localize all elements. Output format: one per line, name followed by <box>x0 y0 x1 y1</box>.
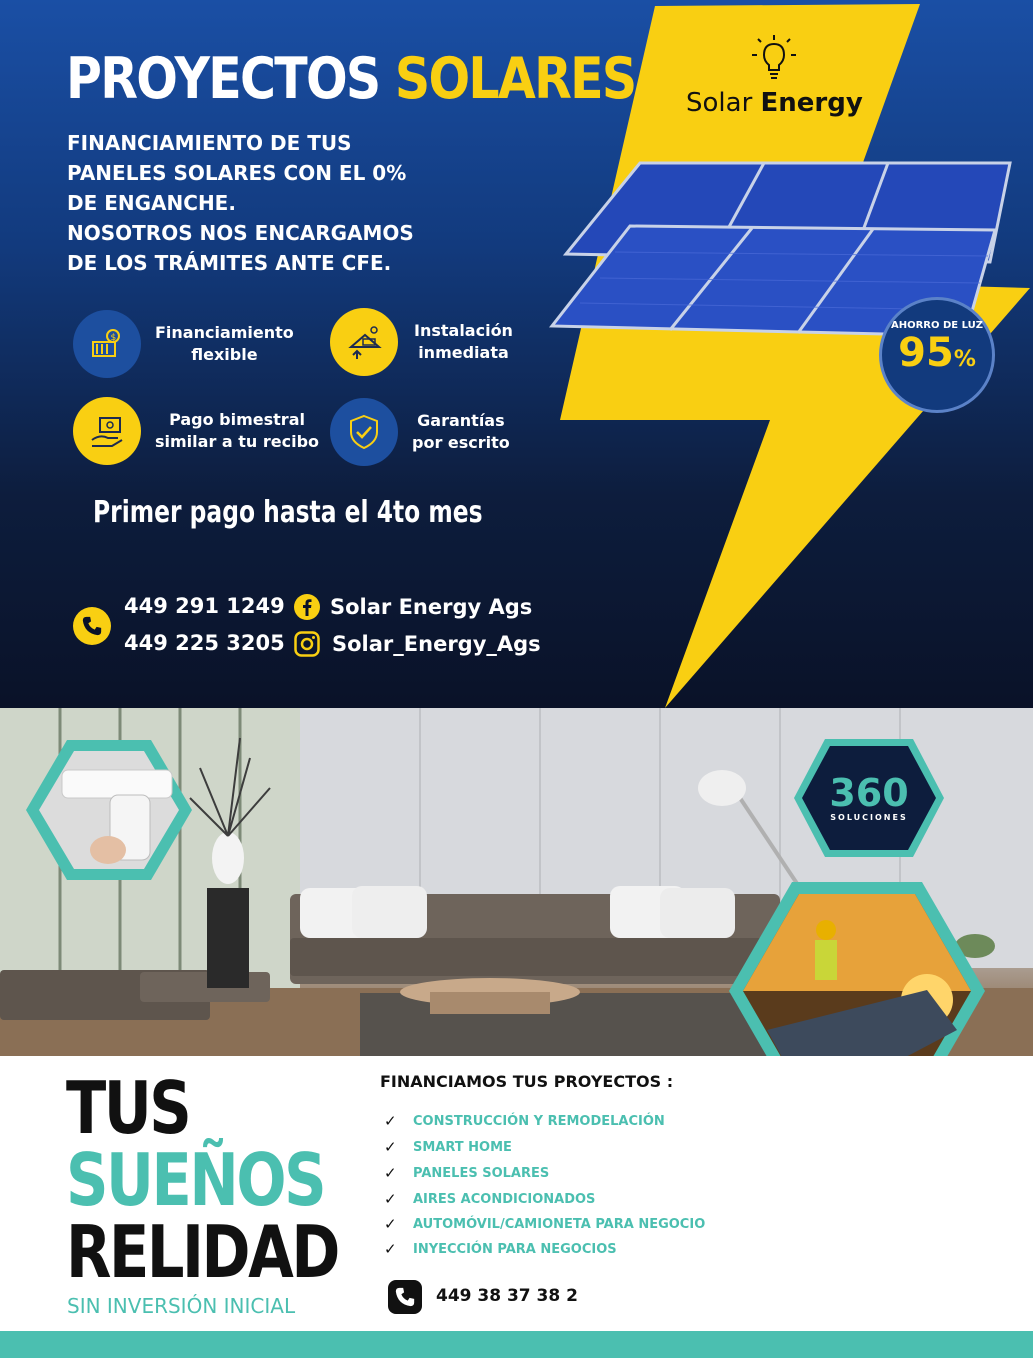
air-conditioner-hexagon <box>22 735 196 885</box>
money-icon <box>73 310 141 378</box>
list-item-label: AUTOMÓVIL/CAMIONETA PARA NEGOCIO <box>413 1216 706 1232</box>
slogan-subtitle: SIN INVERSIÓN INICIAL <box>67 1294 296 1318</box>
check-icon: ✓ <box>384 1240 397 1258</box>
check-icon: ✓ <box>384 1138 397 1156</box>
phone-icon <box>388 1280 422 1314</box>
check-icon: ✓ <box>384 1112 397 1130</box>
logo-text: Solar Energy <box>686 88 863 118</box>
page-title <box>66 46 636 112</box>
check-icon: ✓ <box>384 1215 397 1233</box>
list-item-label: CONSTRUCCIÓN Y REMODELACIÓN <box>413 1113 665 1129</box>
slogan-line-3: RELIDAD <box>66 1210 338 1294</box>
slogan-line-2: SUEÑOS <box>66 1138 325 1222</box>
intro-line: FINANCIAMIENTO DE TUS <box>67 131 352 155</box>
badge-value: 95% <box>898 330 976 376</box>
badge-label: AHORRO DE LUZ <box>891 320 983 331</box>
feature-installation <box>330 308 513 376</box>
title-yellow: SOLARES <box>394 46 636 112</box>
hex-360-number: 360 <box>829 771 909 815</box>
facebook-handle[interactable]: Solar Energy Ags <box>330 595 533 619</box>
instagram-handle[interactable]: Solar_Energy_Ags <box>332 632 541 656</box>
feature-financing <box>73 310 294 378</box>
feature-label: Financiamiento flexible <box>155 323 294 364</box>
feature-payment <box>73 397 319 465</box>
slogan-line-1: TUS <box>66 1066 190 1150</box>
list-item-label: PANELES SOLARES <box>413 1165 550 1181</box>
feature-label: Garantías por escrito <box>412 411 510 452</box>
list-item <box>384 1215 705 1233</box>
financing-phone[interactable]: 449 38 37 38 2 <box>436 1286 578 1306</box>
list-item <box>384 1190 595 1208</box>
intro-line: PANELES SOLARES CON EL 0% <box>67 161 407 185</box>
check-icon: ✓ <box>384 1190 397 1208</box>
intro-text <box>67 128 487 278</box>
facebook-icon[interactable] <box>294 594 320 620</box>
shield-check-icon <box>330 398 398 466</box>
list-item <box>384 1112 665 1130</box>
hex-360-label: SOLUCIONES <box>830 813 908 822</box>
solar-roof-icon <box>330 308 398 376</box>
feature-label: Instalación inmediata <box>414 321 513 362</box>
feature-warranty <box>330 398 510 466</box>
savings-badge <box>879 297 995 413</box>
list-item-label: SMART HOME <box>413 1139 512 1155</box>
intro-line: DE LOS TRÁMITES ANTE CFE. <box>67 251 392 275</box>
solar-energy-logo <box>686 34 861 118</box>
financing-title: FINANCIAMOS TUS PROYECTOS : <box>380 1072 674 1091</box>
list-item <box>384 1138 512 1156</box>
check-icon: ✓ <box>384 1164 397 1182</box>
list-item-label: INYECCIÓN PARA NEGOCIOS <box>413 1241 617 1257</box>
svg-text:$: $ <box>110 333 117 343</box>
phone-number-2[interactable]: 449 225 3205 <box>124 631 285 655</box>
instagram-icon[interactable] <box>294 631 320 657</box>
lightbulb-icon <box>751 34 797 84</box>
footer-bar <box>0 1331 1033 1358</box>
list-item <box>384 1164 549 1182</box>
intro-line: DE ENGANCHE. <box>67 191 236 215</box>
phone-number-1[interactable]: 449 291 1249 <box>124 594 285 618</box>
phone-icon <box>73 607 111 645</box>
list-item-label: AIRES ACONDICIONADOS <box>413 1191 596 1207</box>
title-white: PROYECTOS <box>66 46 380 112</box>
feature-label: Pago bimestral similar a tu recibo <box>155 410 320 451</box>
intro-line: NOSOTROS NOS ENCARGAMOS <box>67 221 414 245</box>
payment-hand-icon <box>73 397 141 465</box>
first-payment-text: Primer pago hasta el 4to mes <box>93 495 483 530</box>
list-item <box>384 1240 617 1258</box>
